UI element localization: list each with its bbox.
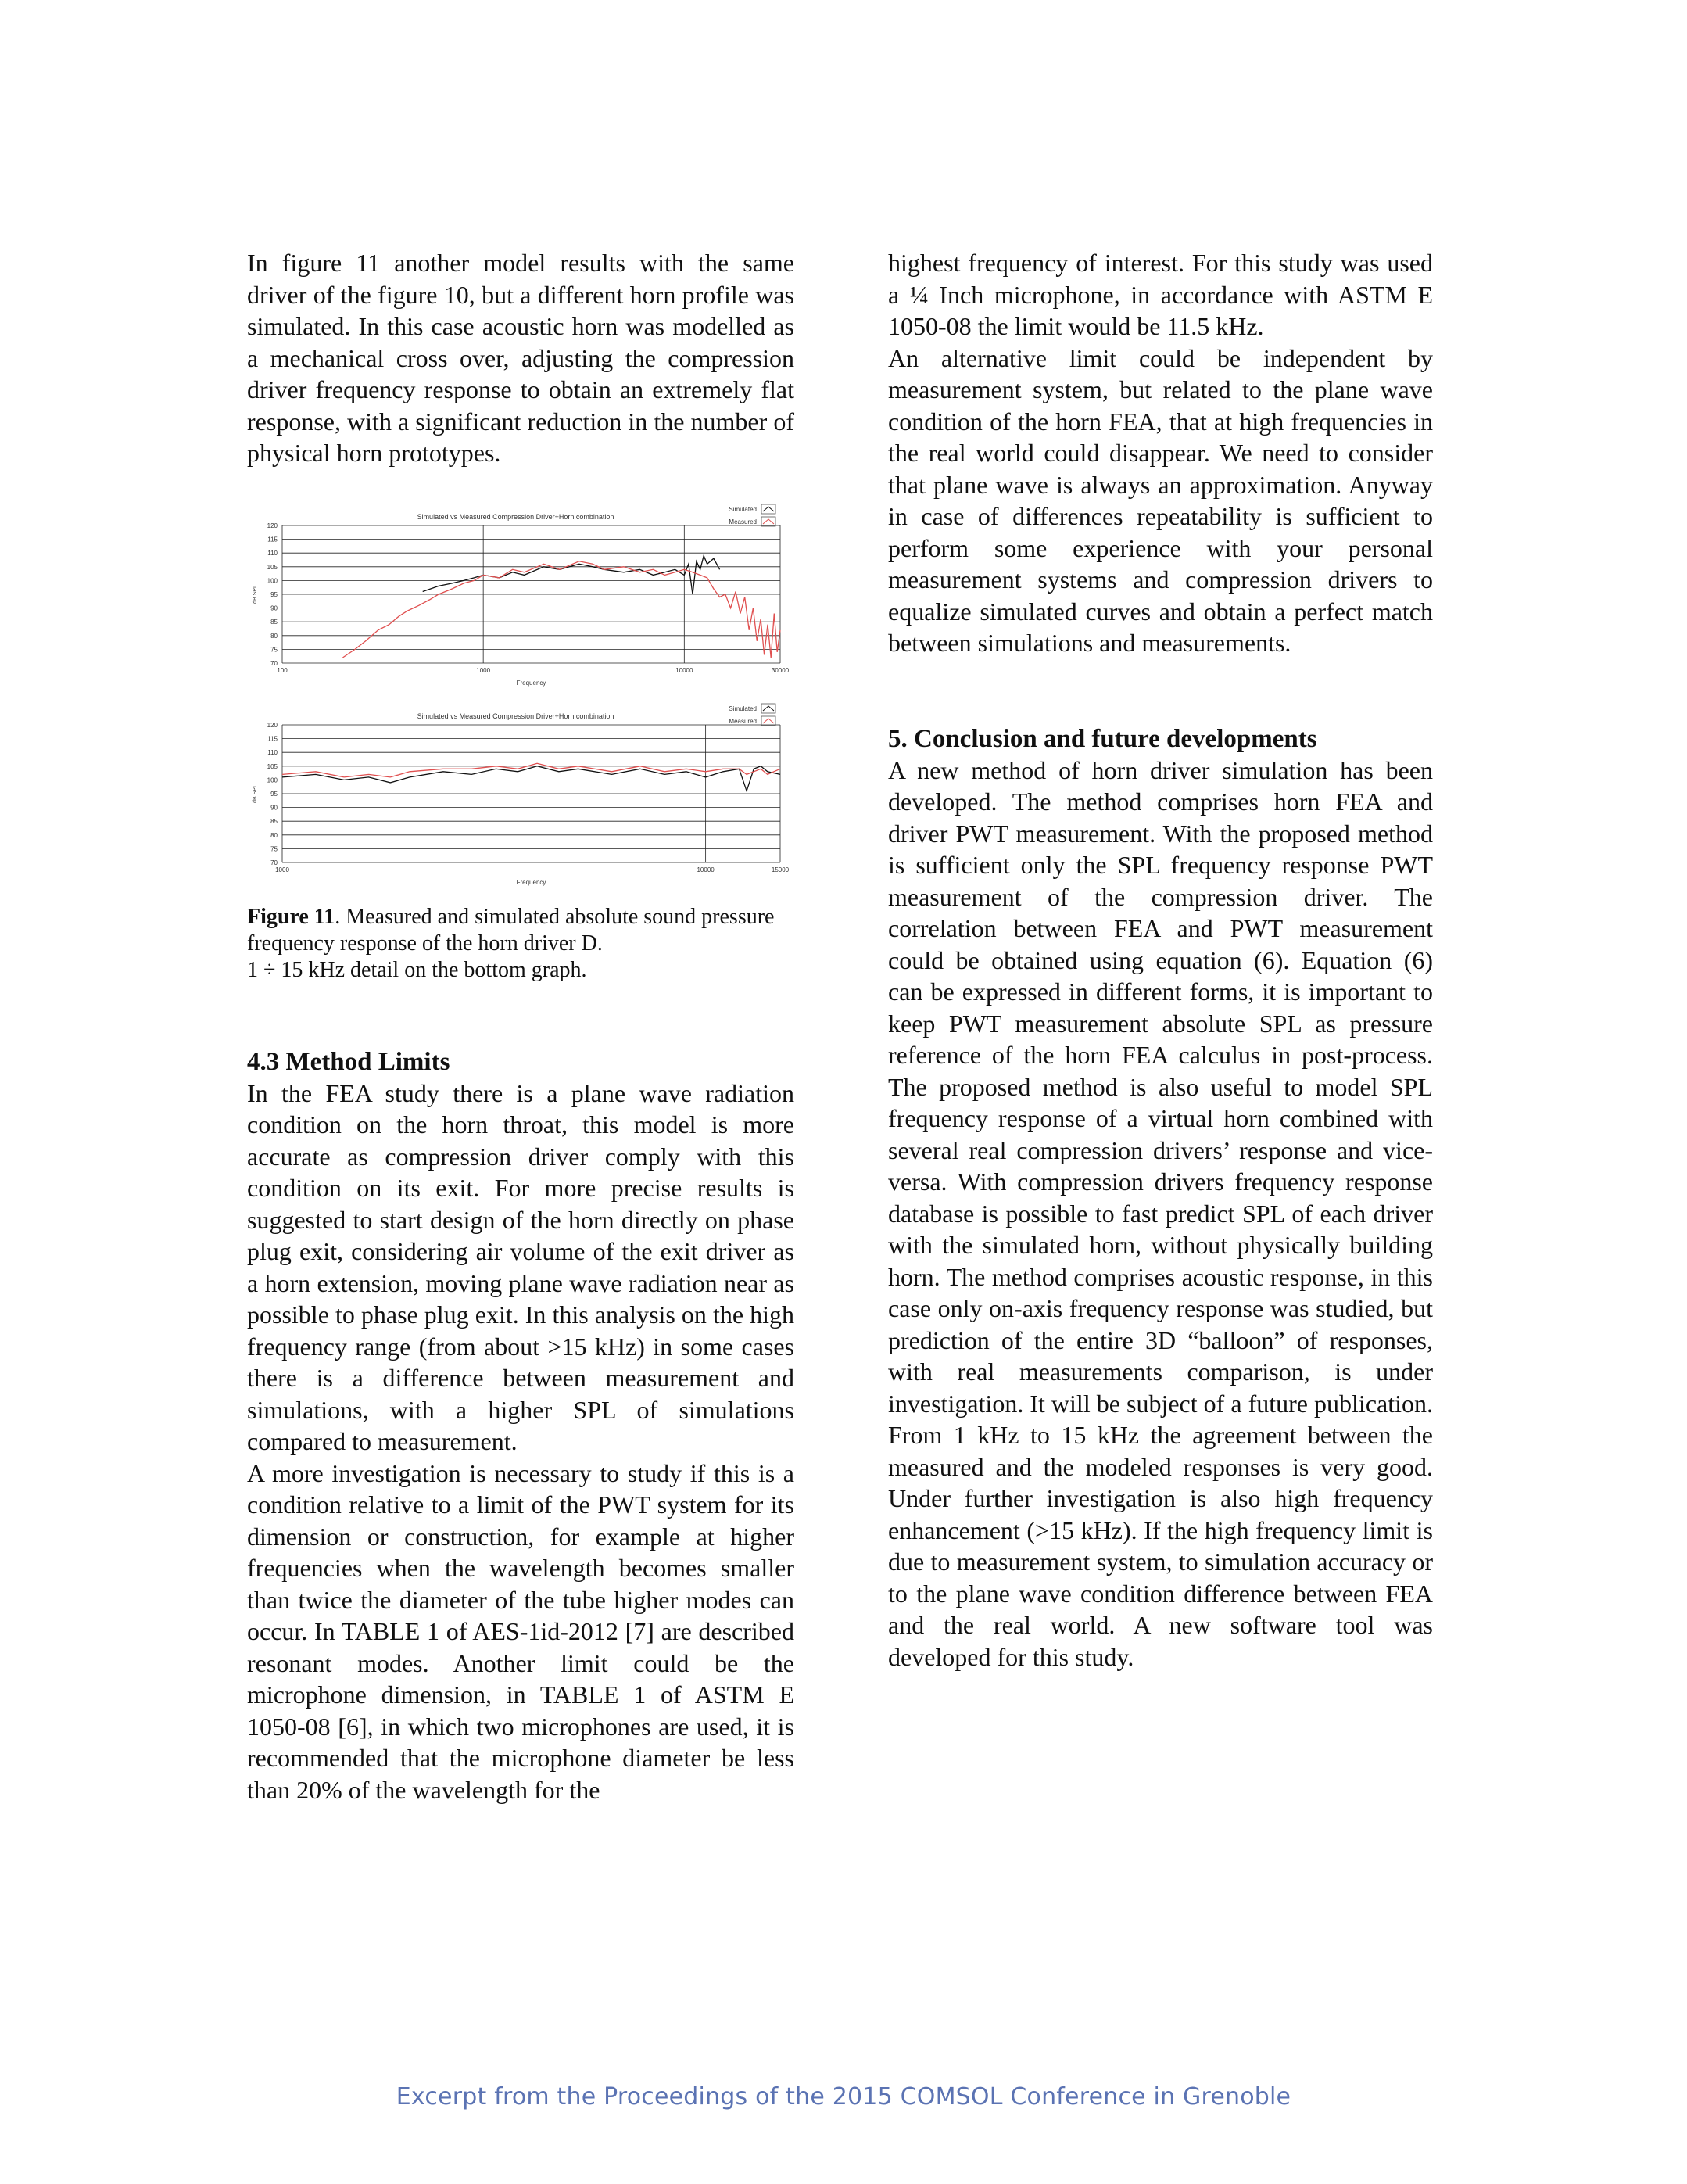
y-tick-label: 95 <box>270 590 278 598</box>
series-line-simulated <box>423 555 720 594</box>
y-tick-label: 115 <box>267 536 278 543</box>
section-heading-conclusion: 5. Conclusion and future developments <box>888 724 1317 753</box>
figure-caption <box>247 904 794 984</box>
legend-swatch <box>763 719 774 723</box>
legend-label: Measured <box>729 717 757 725</box>
series-line-measured <box>342 561 780 657</box>
conclusion-paragraph: A new method of horn driver simulation has been developed. The method comprises horn FEA and driver PWT measurement. With the proposed method is sufficient only the SPL frequency response PWT measurement of the compression driver. The correlation between FEA and PWT measurement could be obtained using equation (6). Equation (6) can be expressed in different forms, it is important to keep PWT measurement absolute SPL as pressure reference of the horn FEA calculus in post-process. The proposed method is also useful to model SPL frequency response of a virtual horn combined with several real compression drivers’ response and vice-versa. With compression drivers frequency response database is possible to fast predict SPL of each driver with the simulated horn, without physically building horn. The method comprises acoustic response, in this case only on-axis frequency response was studied, but prediction of the entire 3D “balloon” of responses, with real measurements comparison, is under investigation. It will be subject of a future publication. From 1 kHz to 15 kHz the agreement between the measured and the modeled responses is very good. Under further investigation is also high frequency enhancement (>15 kHz). If the high frequency limit is due to measurement system, to simulation accuracy or to the plane wave condition difference between FEA and the real world. A new software tool was developed for this study. <box>888 755 1433 1671</box>
x-axis-label: Frequency <box>516 679 546 687</box>
method-limits-paragraph-2: A more investigation is necessary to study if this is a condition relative to a limit of the PWT system for its dimension or construction, for example at higher frequencies when the wavelength becomes smaller than twice the diameter of the tube higher modes can occur. In TABLE 1 of AES-1id-2012 [7] are described resonant modes. Another limit could be the microphone dimension, in TABLE 1 of ASTM E 1050-08 [6], in which two microphones are used, it is recommended that the microphone diameter be less than 20% of the wavelength for the <box>247 1458 794 1804</box>
chart-top <box>247 500 794 688</box>
y-tick-label: 95 <box>270 790 278 798</box>
y-tick-label: 80 <box>270 632 278 640</box>
x-tick-label: 10000 <box>675 666 693 674</box>
x-tick-label: 1000 <box>476 666 491 674</box>
legend-label: Simulated <box>729 705 757 712</box>
y-tick-label: 85 <box>270 817 278 825</box>
y-tick-label: 105 <box>267 762 278 770</box>
legend-box <box>761 504 775 514</box>
y-tick-label: 105 <box>267 563 278 571</box>
figure-caption-label: Figure 11 <box>247 904 335 929</box>
left-column <box>247 247 794 1806</box>
right-paragraph-2: An alternative limit could be independent by measurement system, but related to the plane wave condition of the horn FEA, that at high frequencies in the real world could disappear. We need to consider that plane wave is always an approximation. Anyway in case of differences repeatability is sufficient to perform some experience with your personal measurement systems and compression drivers to equalize simulated curves and obtain a perfect match between simulations and measurements. <box>888 343 1433 657</box>
section-heading-method-limits: 4.3 Method Limits <box>247 1047 450 1076</box>
chart-title: Simulated vs Measured Compression Driver+Horn combination <box>417 512 614 521</box>
legend-label: Simulated <box>729 505 757 513</box>
figure-caption-text: . Measured and simulated absolute sound pressure frequency response of the horn driver D. <box>247 904 775 956</box>
x-tick-label: 100 <box>277 666 288 674</box>
y-tick-label: 115 <box>267 735 278 743</box>
y-axis-label: dB SPL <box>253 584 258 604</box>
y-tick-label: 110 <box>267 549 278 557</box>
legend-swatch <box>763 507 774 511</box>
x-axis-label: Frequency <box>516 878 546 886</box>
page-footer: Excerpt from the Proceedings of the 2015 COMSOL Conference in Grenoble <box>396 2083 1291 2110</box>
y-tick-label: 75 <box>270 845 278 852</box>
figure-caption-line2: 1 ÷ 15 kHz detail on the bottom graph. <box>247 957 587 982</box>
y-tick-label: 85 <box>270 618 278 626</box>
chart-bottom <box>247 700 794 888</box>
x-tick-label: 30000 <box>771 666 790 674</box>
y-tick-label: 100 <box>267 776 278 784</box>
figure-11 <box>247 500 794 891</box>
y-tick-label: 70 <box>270 659 278 667</box>
x-tick-label: 10000 <box>697 866 715 873</box>
right-paragraph-1: highest frequency of interest. For this study was used a ¼ Inch microphone, in accordance with ASTM E 1050-08 the limit would be 11.5 kHz. <box>888 249 1433 340</box>
method-limits-paragraph-1: In the FEA study there is a plane wave radiation condition on the horn throat, this model is more accurate as compression driver comply with this condition on its exit. For more precise results is suggested to start design of the horn directly on phase plug exit, considering air volume of the exit driver as a horn extension, moving plane wave radiation near as possible to phase plug exit. In this analysis on the high frequency range (from about >15 kHz) in some cases there is a difference between measurement and simulations, with a higher SPL of simulations compared to measurement. <box>247 1078 794 1455</box>
x-tick-label: 1000 <box>275 866 289 873</box>
legend-swatch <box>763 519 774 524</box>
intro-paragraph: In figure 11 another model results with the same driver of the figure 10, but a different horn profile was simulated. In this case acoustic horn was modelled as a mechanical cross over, adjusting the compression driver frequency response to obtain an extremely flat response, with a significant reduction in the number of physical horn prototypes. <box>247 249 794 467</box>
y-tick-label: 90 <box>270 804 278 812</box>
y-tick-label: 90 <box>270 604 278 612</box>
y-tick-label: 70 <box>270 859 278 866</box>
y-axis-label: dB SPL <box>253 784 258 803</box>
y-tick-label: 110 <box>267 748 278 756</box>
legend-label: Measured <box>729 518 757 525</box>
chart-title: Simulated vs Measured Compression Driver+Horn combination <box>417 712 614 720</box>
y-tick-label: 100 <box>267 576 278 584</box>
legend-swatch <box>763 706 774 711</box>
y-tick-label: 80 <box>270 831 278 839</box>
legend-box <box>761 704 775 713</box>
x-tick-label: 15000 <box>771 866 790 873</box>
y-tick-label: 120 <box>267 522 278 529</box>
legend-box <box>761 716 775 726</box>
right-column <box>888 247 1433 1673</box>
y-tick-label: 75 <box>270 645 278 653</box>
y-tick-label: 120 <box>267 721 278 729</box>
legend-box <box>761 517 775 526</box>
